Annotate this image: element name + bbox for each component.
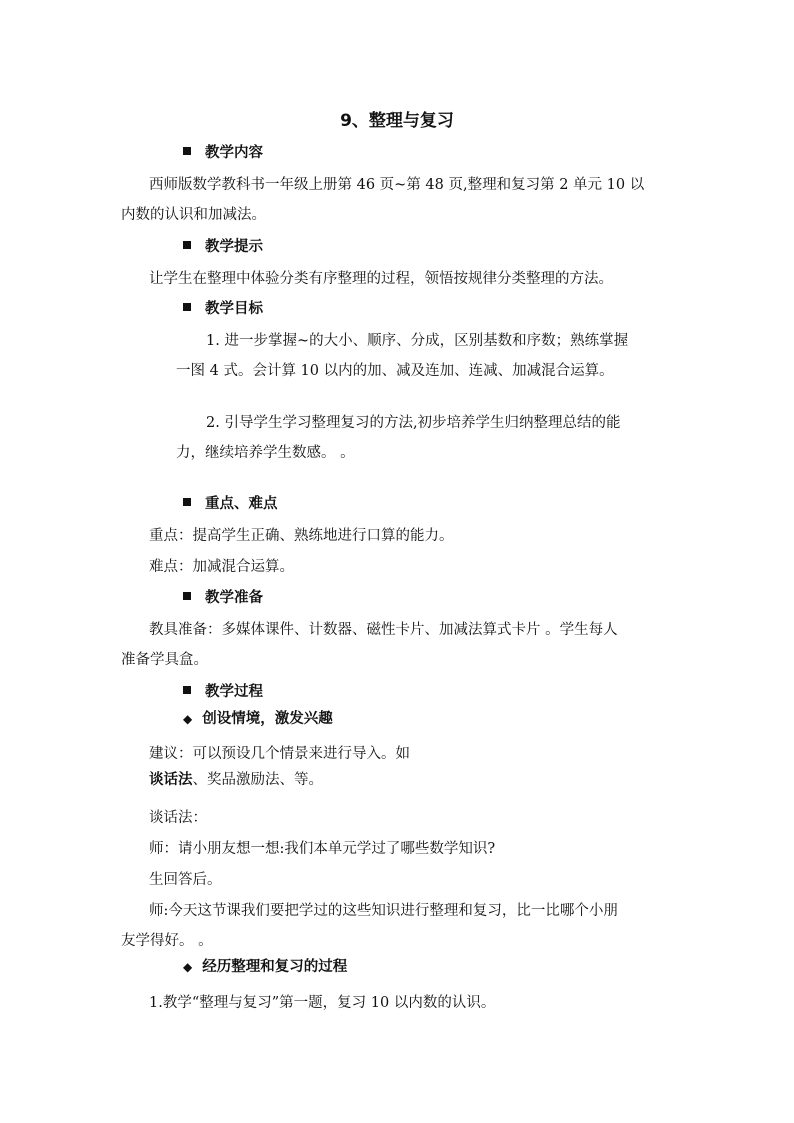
process-text-line: 生回答后。: [149, 872, 222, 888]
page-title: 9、整理与复习: [340, 111, 454, 131]
diamond-bullet-icon: ◆: [183, 712, 193, 726]
content-text-line: 内数的认识和加减法。: [121, 207, 266, 223]
square-bullet-icon: [183, 498, 191, 506]
section-heading-process: 教学过程: [183, 682, 263, 702]
square-bullet-icon: [183, 147, 191, 155]
subheading-review-process: ◆ 经历整理和复习的过程: [183, 959, 348, 975]
goal-1-line-1: 1. 进一步掌握~的大小、顺序、分成，区别基数和序数；熟练掌握: [206, 333, 629, 349]
hints-text-line: 让学生在整理中体验分类有序整理的过程，领悟按规律分类整理的方法。: [149, 271, 613, 287]
subheading-scenario: ◆ 创设情境，激发兴趣: [183, 711, 333, 727]
process-text-line: 师：请小朋友想一想:我们本单元学过了哪些数学知识?: [149, 841, 496, 857]
section-heading-content: 教学内容: [183, 143, 263, 163]
process-text-line: 谈话法：: [149, 810, 207, 826]
preparation-line-1: 教具准备：多媒体课件、计数器、磁性卡片、加减法算式卡片 。学生每人: [149, 622, 618, 638]
section-heading-hints: 教学提示: [183, 237, 263, 257]
process-text-line: 友学得好。 。: [121, 933, 213, 949]
goal-2-line-1: 2. 引导学生学习整理复习的方法,初步培养学生归纳整理总结的能: [206, 415, 621, 431]
section-heading-goals: 教学目标: [183, 299, 263, 319]
process-text-line: 1.教学“整理与复习”第一题，复习 10 以内数的认识。: [149, 995, 496, 1011]
diamond-bullet-icon: ◆: [183, 960, 193, 974]
content-text-line: 西师版数学教科书一年级上册第 46 页~第 48 页,整理和复习第 2 单元 10 以: [149, 177, 645, 193]
preparation-line-2: 准备学具盒。: [121, 652, 208, 668]
process-text-line: 谈话法、奖品激励法、等。: [149, 772, 323, 788]
goal-2-line-2: 力，继续培养学生数感。 。: [176, 445, 355, 461]
square-bullet-icon: [183, 592, 191, 600]
section-heading-keypoints: 重点、难点: [183, 494, 278, 514]
square-bullet-icon: [183, 303, 191, 311]
process-text-line: 建议：可以预设几个情景来进行导入。如: [149, 746, 410, 762]
keypoint-line: 重点：提高学生正确、熟练地进行口算的能力。: [149, 528, 454, 544]
square-bullet-icon: [183, 241, 191, 249]
goal-1-line-2: 一图 4 式。会计算 10 以内的加、减及连加、连减、加减混合运算。: [176, 363, 614, 379]
process-text-line: 师:今天这节课我们要把学过的这些知识进行整理和复习，比一比哪个小朋: [149, 903, 618, 919]
difficulty-line: 难点：加减混合运算。: [149, 559, 294, 575]
section-heading-preparation: 教学准备: [183, 588, 263, 608]
square-bullet-icon: [183, 686, 191, 694]
